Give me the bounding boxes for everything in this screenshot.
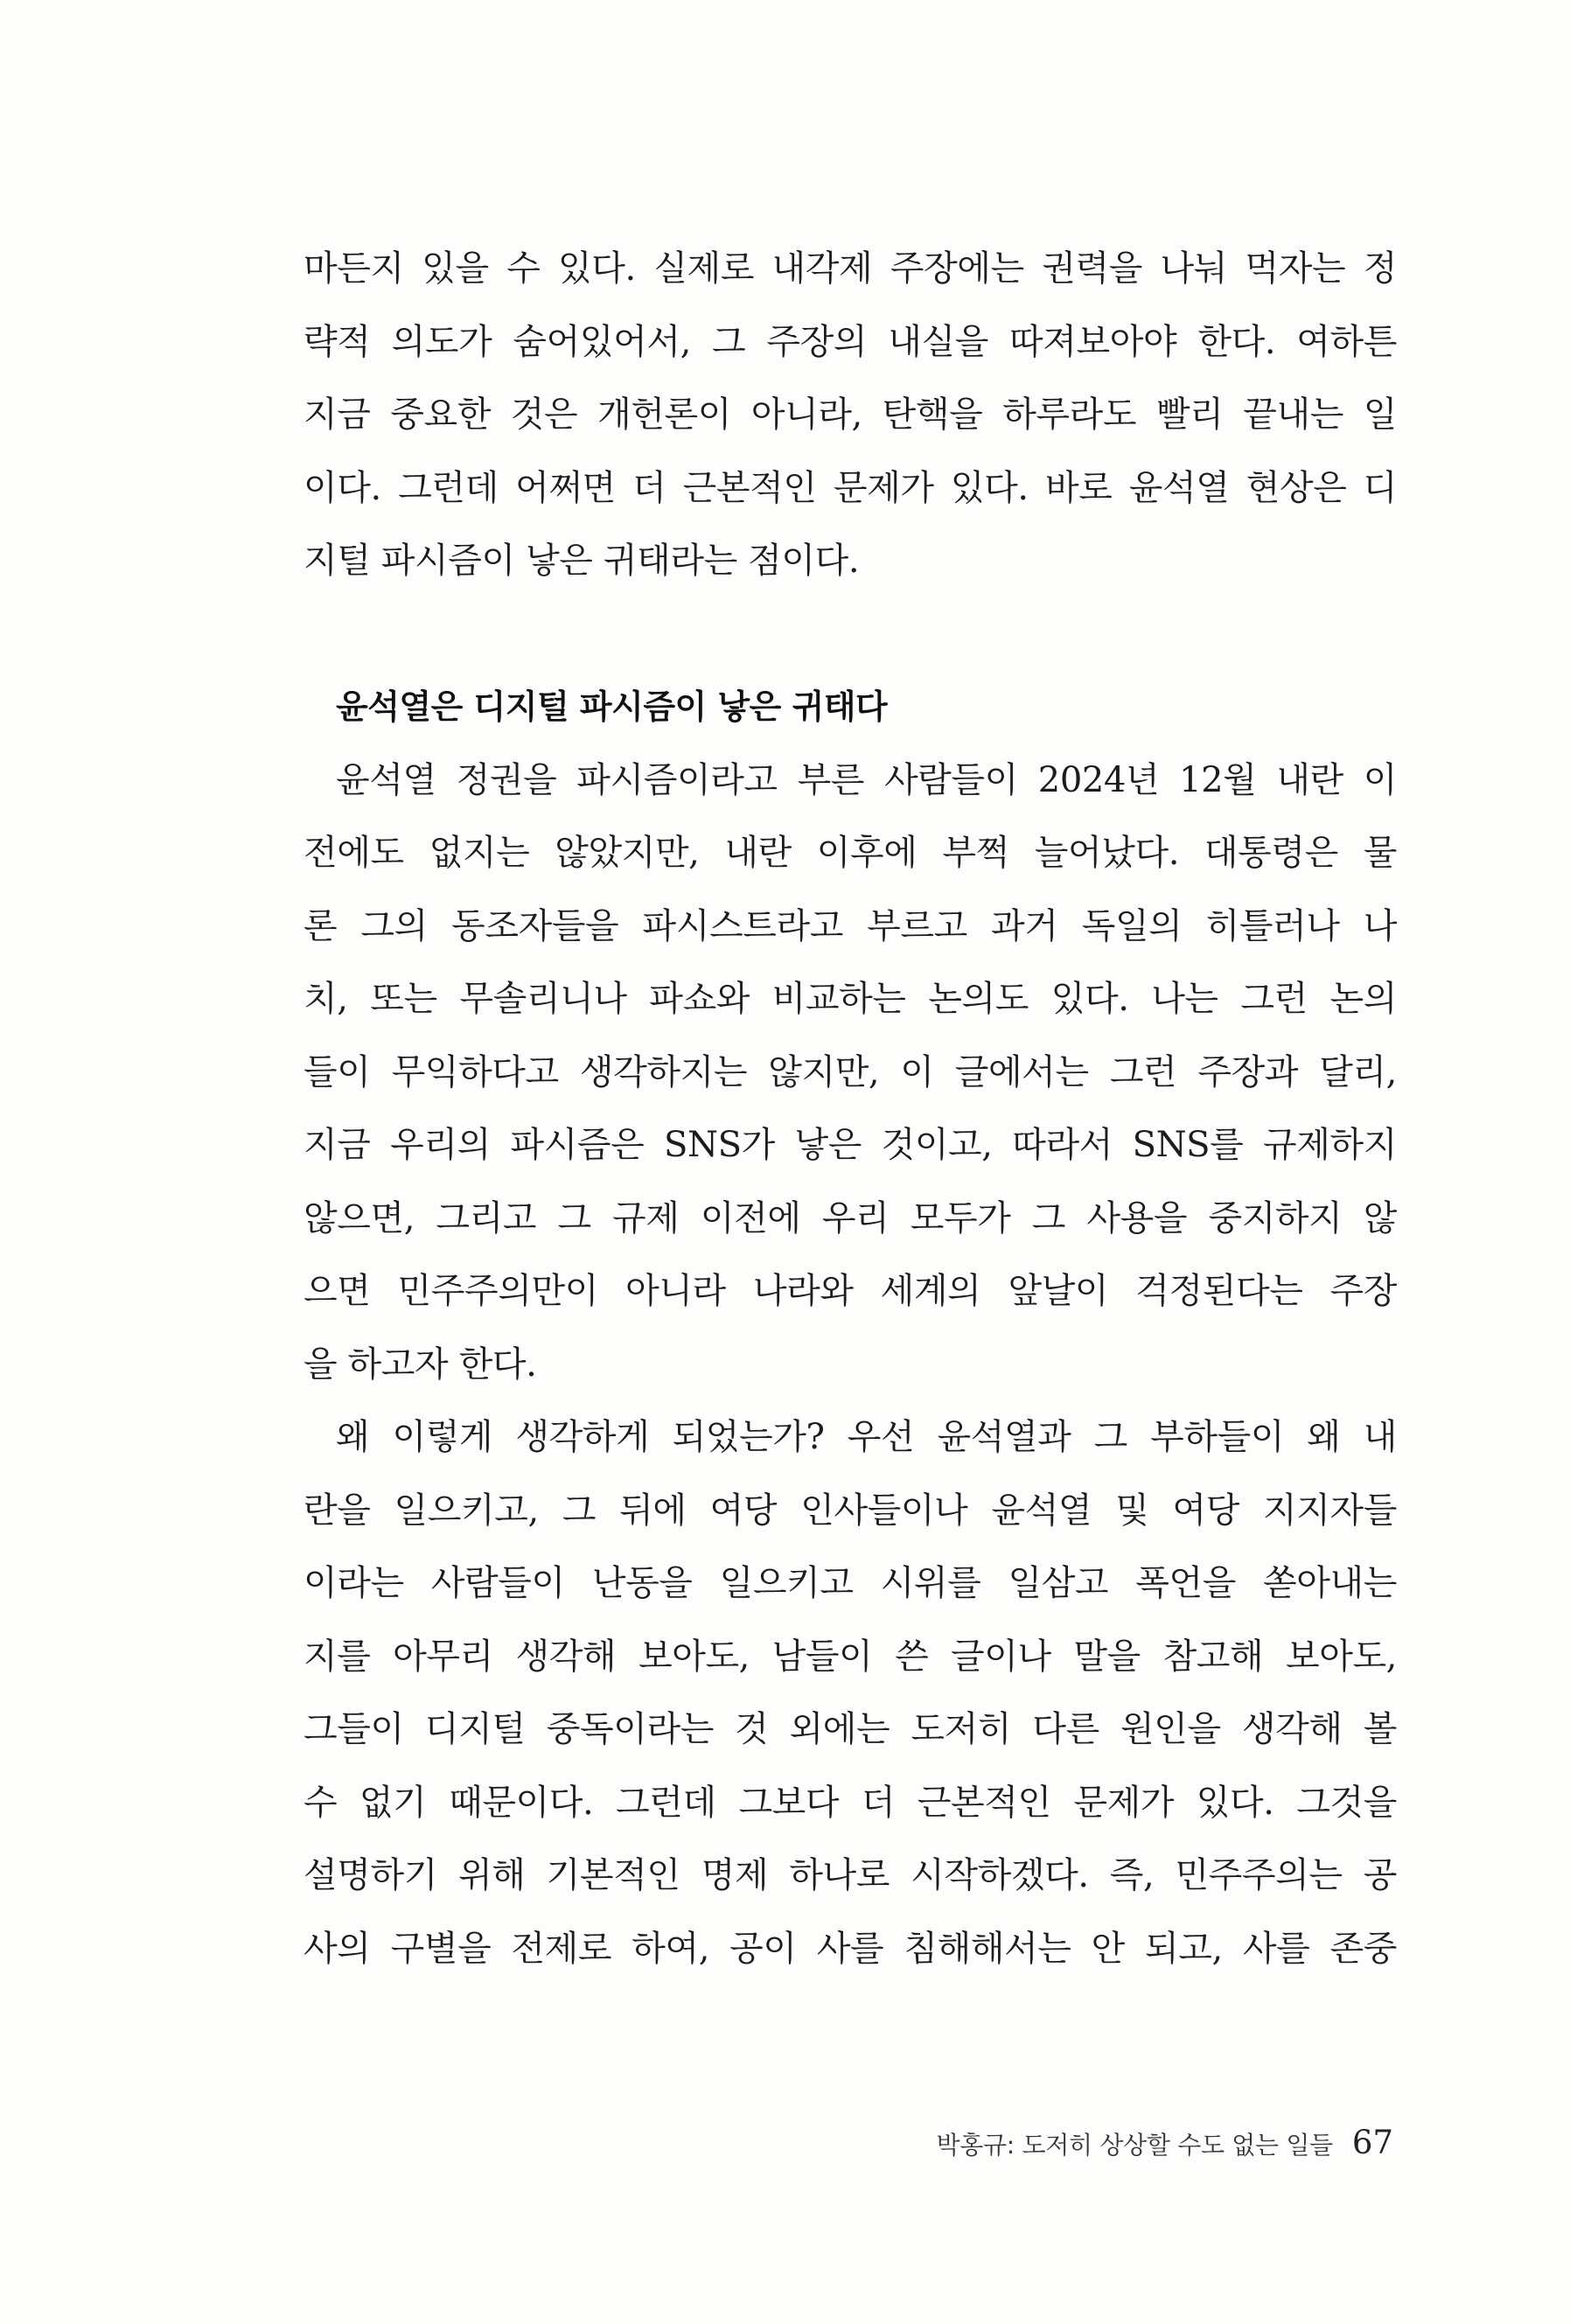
paragraph-line: 들이 무익하다고 생각하지는 않지만, 이 글에서는 그런 주장과 달리, xyxy=(304,1051,1397,1092)
paragraph-1 xyxy=(304,744,1397,1402)
intro-paragraph xyxy=(304,233,1397,598)
page-footer xyxy=(937,2124,1393,2161)
paragraph-line: 지금 우리의 파시즘은 SNS가 낳은 것이고, 따라서 SNS를 규제하지 xyxy=(304,1125,1397,1165)
running-title: 박홍규: 도저히 상상할 수도 없는 일들 xyxy=(936,2131,1333,2160)
paragraph-2 xyxy=(304,1401,1397,1986)
body-text xyxy=(304,233,1397,1986)
intro-line: 마든지 있을 수 있다. 실제로 내각제 주장에는 권력을 나눠 먹자는 정 xyxy=(304,248,1397,289)
paragraph-line: 을 하고자 한다. xyxy=(304,1343,537,1385)
paragraph-line: 수 없기 때문이다. 그런데 그보다 더 근본적인 문제가 있다. 그것을 xyxy=(304,1782,1397,1823)
paragraph-line: 사의 구별을 전제로 하여, 공이 사를 침해해서는 안 되고, 사를 존중 xyxy=(304,1928,1397,1969)
paragraph-line: 치, 또는 무솔리니나 파쇼와 비교하는 논의도 있다. 나는 그런 논의 xyxy=(304,979,1397,1019)
intro-line: 이다. 그런데 어쩌면 더 근본적인 문제가 있다. 바로 윤석열 현상은 디 xyxy=(304,467,1397,508)
paragraph-line: 설명하기 위해 기본적인 명제 하나로 시작하겠다. 즉, 민주주의는 공 xyxy=(304,1855,1397,1895)
paragraph-line: 이라는 사람들이 난동을 일으키고 시위를 일삼고 폭언을 쏟아내는 xyxy=(304,1563,1397,1603)
paragraph-line: 윤석열 정권을 파시즘이라고 부른 사람들이 2024년 12월 내란 이 xyxy=(336,759,1397,800)
section-gap xyxy=(304,598,1397,672)
paragraph-line: 란을 일으키고, 그 뒤에 여당 인사들이나 윤석열 및 여당 지지자들 xyxy=(304,1490,1397,1531)
section-heading: 윤석열은 디지털 파시즘이 낳은 귀태다 xyxy=(336,687,888,726)
paragraph-line: 으면 민주주의만이 아니라 나라와 세계의 앞날이 걱정된다는 주장 xyxy=(304,1271,1397,1311)
intro-line: 지털 파시즘이 낳은 귀태라는 점이다. xyxy=(304,541,860,581)
paragraph-line: 않으면, 그리고 그 규제 이전에 우리 모두가 그 사용을 중지하지 않 xyxy=(304,1197,1397,1239)
paragraph-line: 지를 아무리 생각해 보아도, 남들이 쓴 글이나 말을 참고해 보아도, xyxy=(304,1636,1397,1677)
paragraph-line: 왜 이렇게 생각하게 되었는가? 우선 윤석열과 그 부하들이 왜 내 xyxy=(336,1417,1397,1457)
intro-line: 략적 의도가 숨어있어서, 그 주장의 내실을 따져보아야 한다. 여하튼 xyxy=(304,321,1397,362)
paragraph-line: 그들이 디지털 중독이라는 것 외에는 도저히 다른 원인을 생각해 볼 xyxy=(304,1709,1397,1749)
paragraph-line: 전에도 없지는 않았지만, 내란 이후에 부쩍 늘어났다. 대통령은 물 xyxy=(304,833,1397,873)
page-number: 67 xyxy=(1351,2124,1393,2161)
paragraph-line: 론 그의 동조자들을 파시스트라고 부르고 과거 독일의 히틀러나 나 xyxy=(304,905,1397,946)
intro-line: 지금 중요한 것은 개헌론이 아니라, 탄핵을 하루라도 빨리 끝내는 일 xyxy=(304,394,1397,435)
